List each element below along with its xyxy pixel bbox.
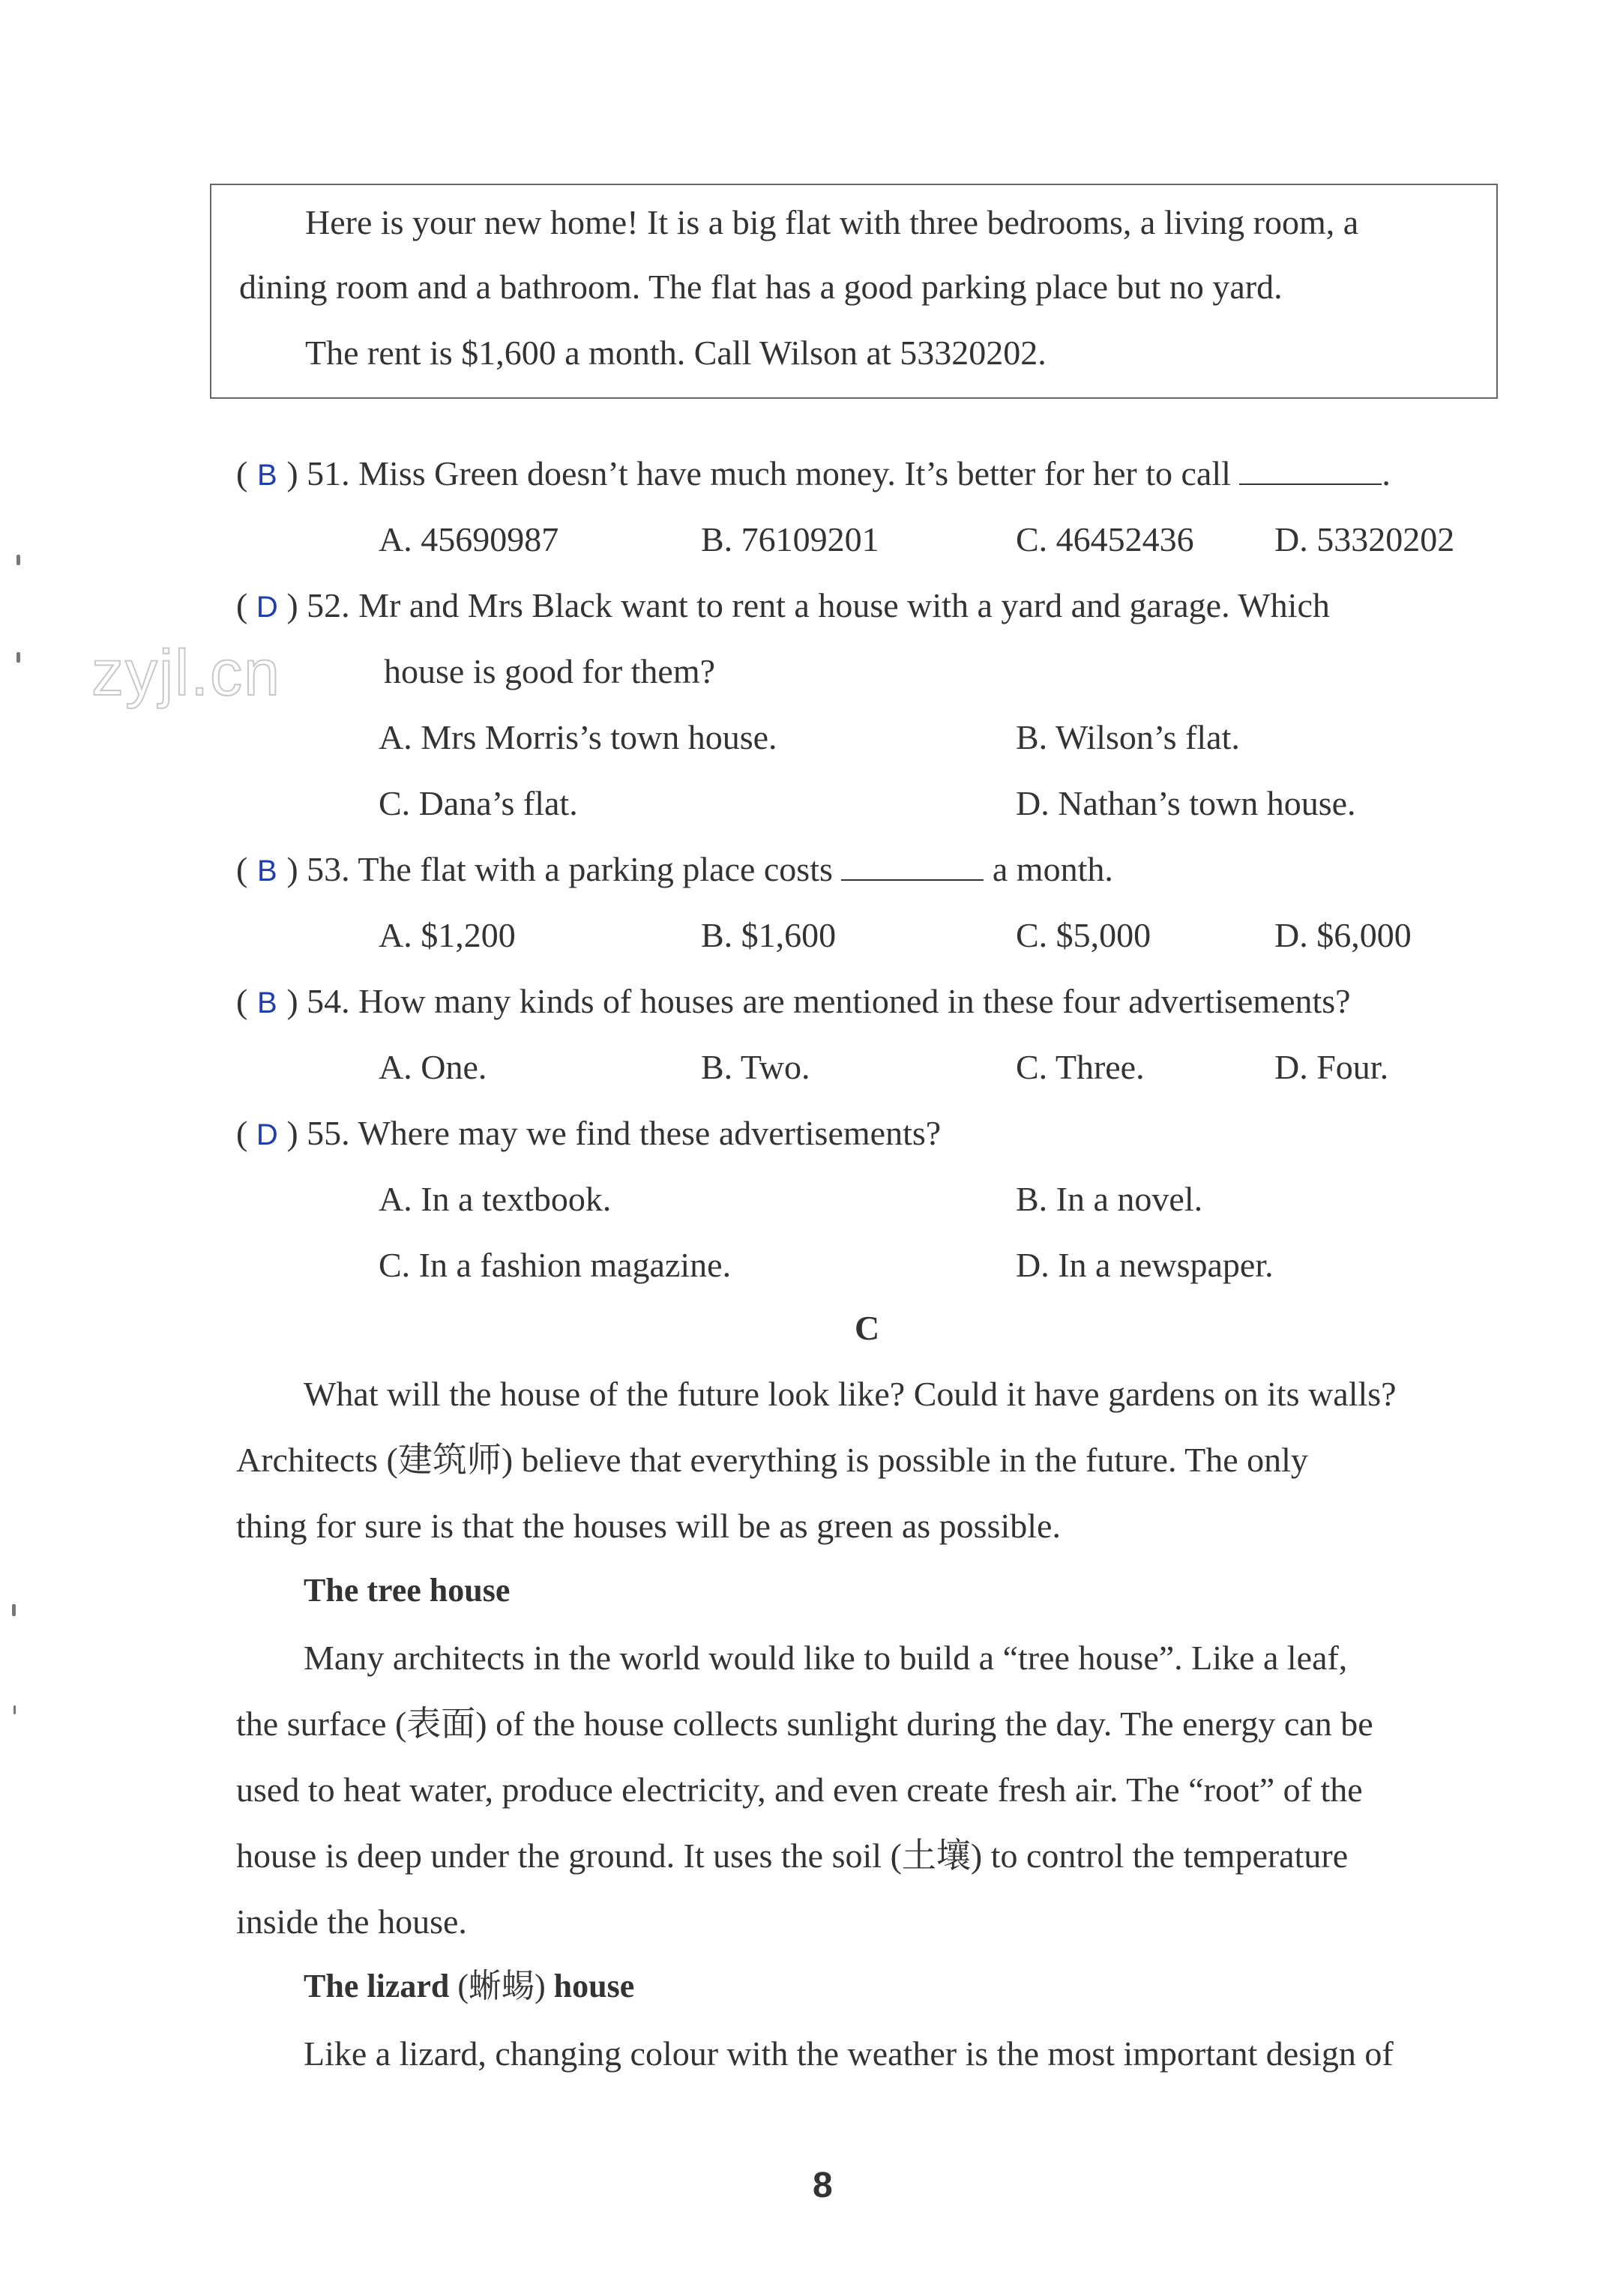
option: A. Mrs Morris’s town house. [379, 718, 777, 756]
scan-mark [16, 555, 20, 565]
answer-bracket: ( [236, 1114, 248, 1152]
option: C. 46452436 [1016, 520, 1194, 558]
paragraph-line: Like a lizard, changing colour with the weather is the most important design of [304, 2034, 1394, 2073]
option: D. Nathan’s town house. [1016, 784, 1356, 822]
question-stem-after: . [1382, 454, 1391, 492]
question-number: 54. [307, 982, 350, 1020]
paragraph-line: inside the house. [236, 1902, 467, 1941]
option: C. In a fashion magazine. [379, 1246, 732, 1284]
option: B. In a novel. [1016, 1180, 1203, 1218]
answer-bracket: ( [236, 454, 248, 492]
subheading-part: house [553, 1968, 635, 2004]
option: A. $1,200 [379, 916, 516, 954]
answer-51: B [256, 459, 277, 492]
option: A. 45690987 [379, 520, 559, 558]
option: B. Two. [701, 1048, 810, 1086]
ad-line: Here is your new home! It is a big flat with three bedrooms, a living room, a [305, 203, 1359, 241]
question-number: 55. [307, 1114, 350, 1152]
option: C. $5,000 [1016, 916, 1151, 954]
section-heading-c: C [855, 1309, 880, 1347]
question-number: 51. [307, 454, 350, 492]
paragraph-line: thing for sure is that the houses will be as green as possible. [236, 1507, 1061, 1545]
answer-55: D [256, 1118, 278, 1151]
answer-bracket: ) [286, 1114, 298, 1152]
option: C. Dana’s flat. [379, 784, 578, 822]
option: B. 76109201 [701, 520, 879, 558]
watermark: zyjl.cn [91, 637, 281, 709]
question-stem: Mr and Mrs Black want to rent a house with a yard and garage. Which [358, 586, 1330, 624]
question-stem: Miss Green doesn’t have much money. It’s better for her to call [358, 454, 1231, 492]
answer-54: B [256, 986, 277, 1019]
page-number: 8 [813, 2166, 833, 2205]
question-number: 53. [307, 850, 350, 888]
question-stem: How many kinds of houses are mentioned in these four advertisements? [358, 982, 1351, 1020]
paragraph-line: house is deep under the ground. It uses the soil (土壤) to control the temperature [236, 1837, 1349, 1875]
question-stem: Where may we find these advertisements? [358, 1114, 942, 1152]
option: B. $1,600 [701, 916, 837, 954]
question-55 [236, 1112, 941, 1156]
answer-bracket: ( [236, 586, 248, 624]
subheading-tree-house: The tree house [304, 1572, 511, 1609]
answer-bracket: ( [236, 850, 248, 888]
answer-bracket: ) [286, 982, 298, 1020]
paragraph-line: used to heat water, produce electricity, and even create fresh air. The “root” of the [236, 1771, 1363, 1809]
option: A. In a textbook. [379, 1180, 612, 1218]
answer-bracket: ) [286, 586, 298, 624]
answer-blank [841, 849, 984, 881]
scan-mark [16, 652, 20, 663]
ad-line: The rent is $1,600 a month. Call Wilson at 53320202. [305, 334, 1047, 372]
answer-bracket: ) [286, 850, 298, 888]
answer-blank [1239, 454, 1382, 485]
paragraph-line: the surface (表面) of the house collects sunlight during the day. The energy can be [236, 1705, 1373, 1743]
option: C. Three. [1016, 1048, 1145, 1086]
option: D. In a newspaper. [1016, 1246, 1274, 1284]
answer-53: B [256, 855, 277, 888]
question-stem-line2: house is good for them? [384, 652, 716, 690]
question-51 [236, 453, 1391, 496]
answer-bracket: ) [286, 454, 298, 492]
paragraph-line: Architects (建筑师) believe that everything is possible in the future. The only [236, 1441, 1308, 1479]
option: D. $6,000 [1274, 916, 1412, 954]
question-stem: The flat with a parking place costs [358, 850, 833, 888]
option: D. Four. [1274, 1048, 1389, 1086]
subheading-lizard-house [304, 1965, 634, 2007]
scan-mark [13, 1705, 16, 1714]
option: D. 53320202 [1274, 520, 1455, 558]
paragraph-line: Many architects in the world would like to build a “tree house”. Like a leaf, [304, 1639, 1348, 1677]
option: B. Wilson’s flat. [1016, 718, 1240, 756]
subheading-part: The lizard [304, 1968, 450, 2004]
paragraph-line: What will the house of the future look like? Could it have gardens on its walls? [304, 1375, 1397, 1413]
subheading-paren: (蜥蜴) [457, 1968, 546, 2004]
advertisement-box [210, 184, 1498, 399]
answer-bracket: ( [236, 982, 248, 1020]
question-53 [236, 849, 1113, 892]
option: A. One. [379, 1048, 487, 1086]
question-54 [236, 980, 1351, 1024]
scan-mark [12, 1604, 16, 1616]
answer-52: D [256, 591, 278, 624]
question-number: 52. [307, 586, 350, 624]
question-52 [236, 585, 1330, 628]
ad-line: dining room and a bathroom. The flat has a good parking place but no yard. [239, 268, 1283, 306]
question-stem-after: a month. [992, 850, 1113, 888]
